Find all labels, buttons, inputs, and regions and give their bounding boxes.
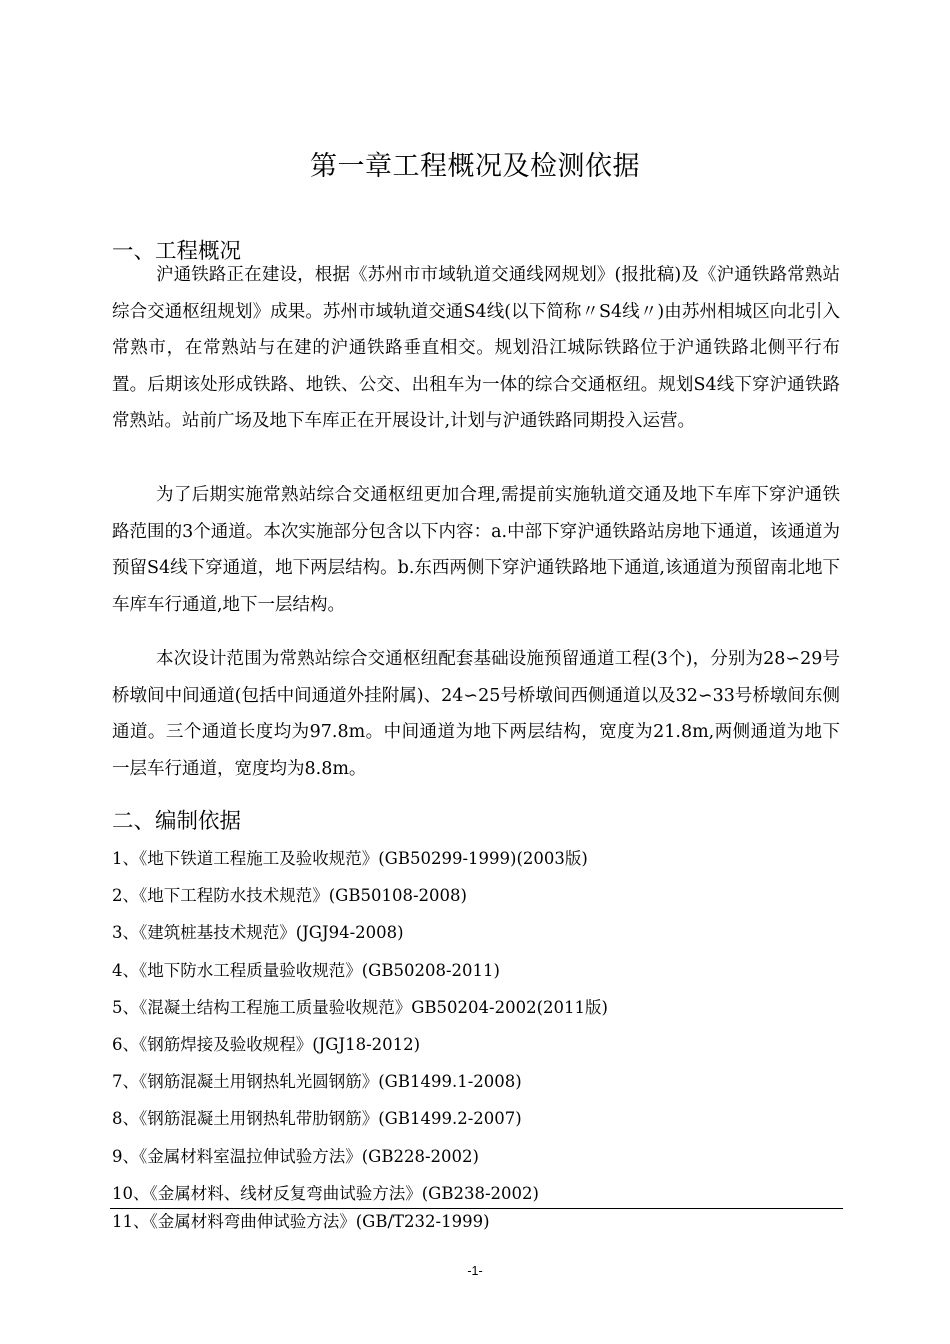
reference-item: 6、《钢筋焊接及验收规程》(JGJ18-2012) <box>112 1034 421 1054</box>
reference-item: 10、《金属材料、线材反复弯曲试验方法》(GB238-2002) <box>112 1183 539 1203</box>
overview-paragraph-1: 沪通铁路正在建设，根据《苏州市市域轨道交通线网规划》(报批稿)及《沪通铁路常熟站综合交通枢纽规划》成果。苏州市域轨道交通S4线(以下简称〃S4线〃)由苏州相城区向北引入常熟市，在常熟站与在建的沪通铁路垂直相交。规划沿江城际铁路位于沪通铁路北侧平行布置。后期该处形成铁路、地铁、公交、出租车为一体的综合交通枢纽。规划S4线下穿沪通铁路常熟站。站前广场及地下车库正在开展设计,计划与沪通铁路同期投入运营。 <box>112 265 840 432</box>
overview-paragraph-3: 本次设计范围为常熟站综合交通枢纽配套基础设施预留通道工程(3个)，分别为28∽29号桥墩间中间通道(包括中间通道外挂附属)、24∽25号桥墩间西侧通道以及32∽33号桥墩间东侧通道。三个通道长度均为97.8m。中间通道为地下两层结构，宽度为21.8m,两侧通道为地下一层车行通道，宽度均为8.8m。 <box>112 649 840 779</box>
reference-item: 11、《金属材料弯曲伸试验方法》(GB/T232-1999) <box>112 1212 490 1231</box>
reference-item: 5、《混凝土结构工程施工质量验收规范》GB50204-2002(2011版) <box>112 997 608 1017</box>
overview-paragraph-2: 为了后期实施常熟站综合交通枢纽更加合理,需提前实施轨道交通及地下车库下穿沪通铁路范围的3个通道。本次实施部分包含以下内容：a.中部下穿沪通铁路站房地下通道，该通道为预留S4线下穿通道，地下两层结构。b.东西两侧下穿沪通铁路地下通道,该通道为预留南北地下车库车行通道,地下一层结构。 <box>112 485 840 615</box>
reference-item: 9、《金属材料室温拉伸试验方法》(GB228-2002) <box>112 1146 479 1166</box>
section-heading-basis: 二、编制依据 <box>112 809 242 834</box>
reference-item: 1、《地下铁道工程施工及验收规范》(GB50299-1999)(2003版) <box>112 849 588 868</box>
reference-item: 3、《建筑桩基技术规范》(JGJ94-2008) <box>112 923 404 943</box>
reference-item: 7、《钢筋混凝土用钢热轧光圆钢筋》(GB1499.1-2008) <box>112 1072 522 1092</box>
reference-item: 4、《地下防水工程质量验收规范》(GB50208-2011) <box>112 960 500 980</box>
section-heading-overview: 一、工程概况 <box>112 239 242 264</box>
chapter-title: 第一章工程概况及检测依据 <box>310 151 640 182</box>
reference-list <box>112 840 840 1212</box>
reference-item: 8、《钢筋混凝土用钢热轧带肋钢筋》(GB1499.2-2007) <box>112 1109 522 1129</box>
reference-item: 2、《地下工程防水技术规范》(GB50108-2008) <box>112 886 467 906</box>
page-number: -1- <box>467 1264 483 1278</box>
